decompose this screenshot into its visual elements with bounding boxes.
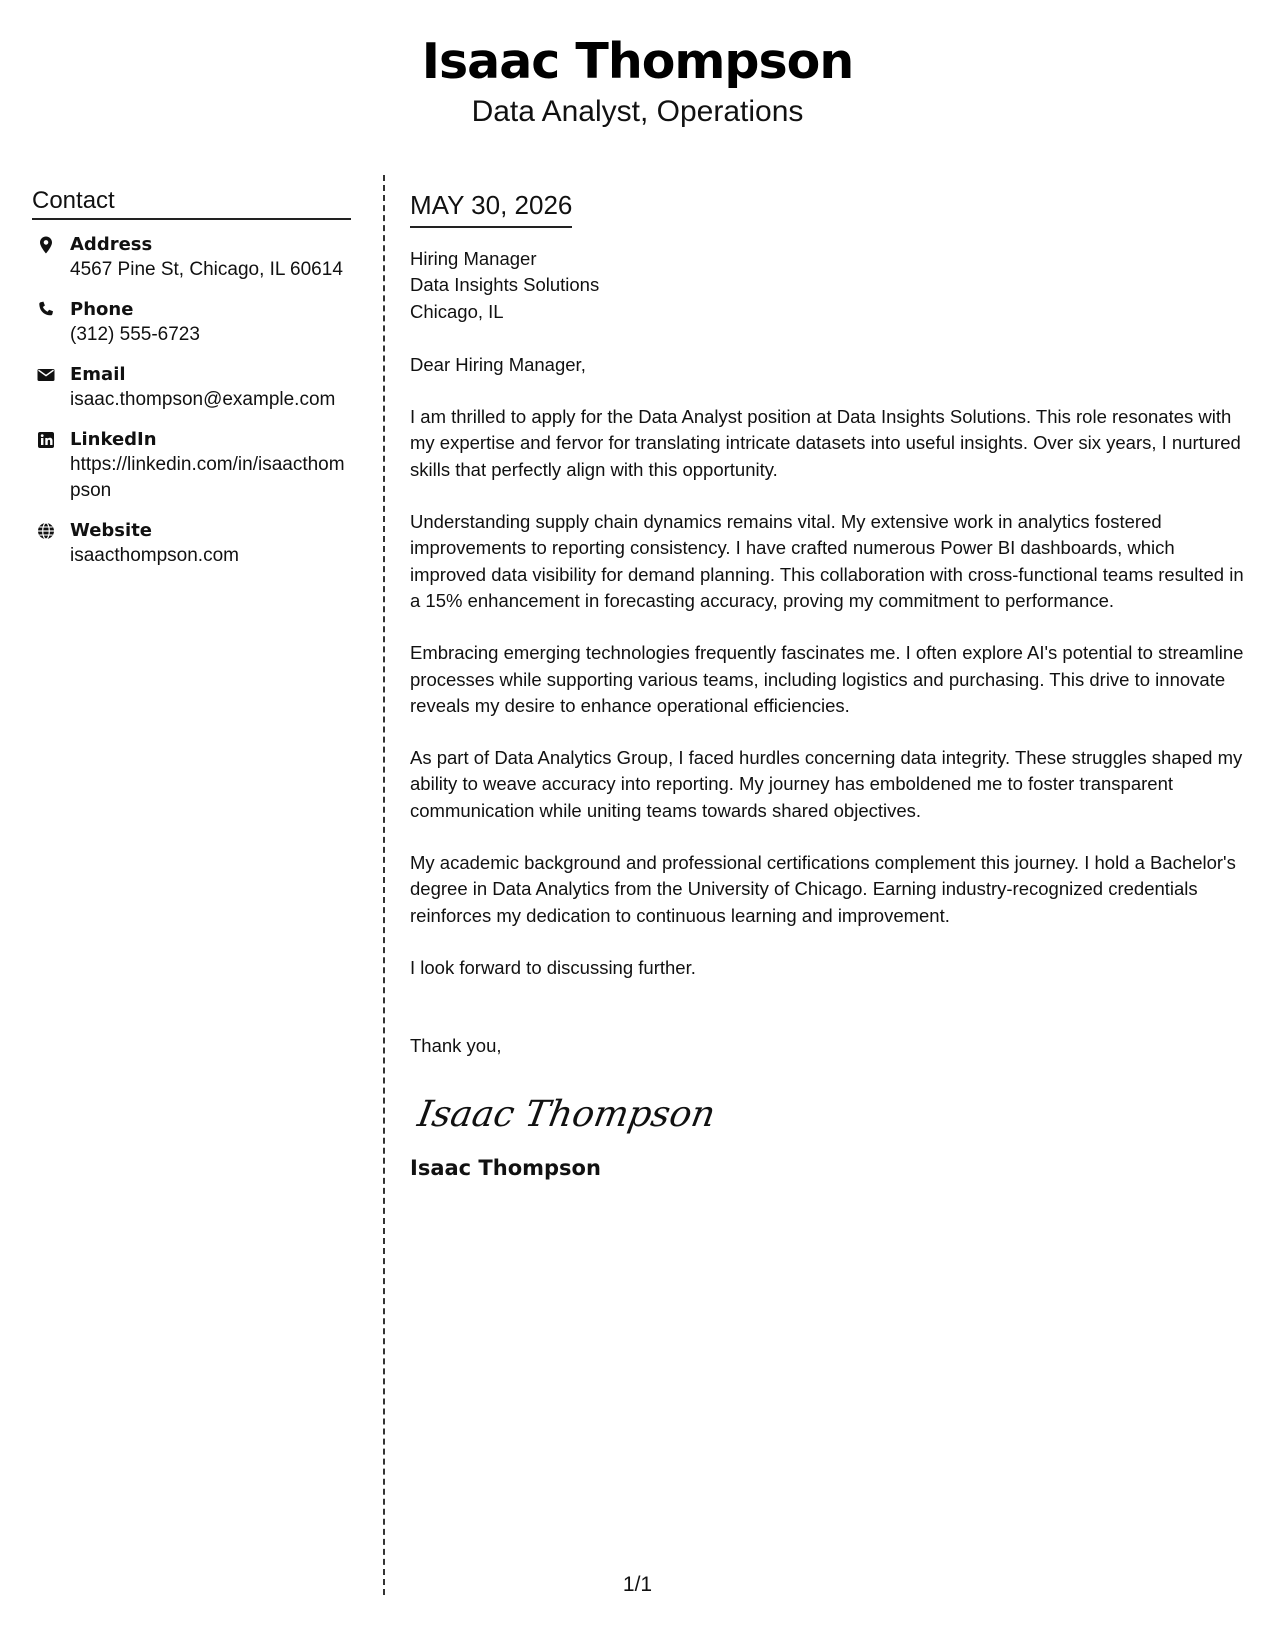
letter-date: MAY 30, 2026 bbox=[410, 188, 572, 228]
contact-item-website bbox=[32, 518, 351, 569]
address-value: 4567 Pine St, Chicago, IL 60614 bbox=[70, 259, 343, 280]
body-paragraph: I am thrilled to apply for the Data Analyst position at Data Insights Solutions. This role resonates with my expertise and fervor for translating intricate datasets into useful insights. Over six years, I nurtured skills that perfectly align with this opportunity. bbox=[410, 406, 1241, 480]
contact-heading: Contact bbox=[32, 186, 351, 220]
page-number: 1/1 bbox=[622, 1573, 653, 1596]
letter-body bbox=[410, 188, 1250, 1182]
body-paragraph: As part of Data Analytics Group, I faced hurdles concerning data integrity. These struggles shaped my ability to weave accuracy into reporting. My journey has emboldened me to foster transparent communication while uniting teams towards shared objectives. bbox=[410, 747, 1243, 821]
column-divider bbox=[383, 175, 385, 1595]
contact-label: Website bbox=[70, 520, 153, 541]
body-paragraph: My academic background and professional certifications complement this journey. I hold a Bachelor's degree in Data Analytics from the University of Chicago. Earning industry-recognized credentials reinforces my dedication to continuous learning and improvement. bbox=[410, 852, 1236, 926]
recipient-block bbox=[410, 246, 1250, 325]
signer-name: Isaac Thompson bbox=[410, 1155, 601, 1180]
closing: Thank you, bbox=[410, 1035, 502, 1057]
contact-label: LinkedIn bbox=[70, 429, 157, 450]
envelope-icon bbox=[36, 365, 56, 385]
website-value[interactable]: isaacthompson.com bbox=[70, 545, 239, 566]
linkedin-icon bbox=[36, 430, 56, 450]
contact-item-phone bbox=[32, 297, 351, 348]
salutation: Dear Hiring Manager, bbox=[410, 353, 586, 375]
applicant-title: Data Analyst, Operations bbox=[471, 95, 804, 128]
signature-script: Isaac Thompson bbox=[414, 1091, 719, 1135]
body-paragraph: Understanding supply chain dynamics remains vital. My extensive work in analytics fostered improvements to reporting consistency. I have crafted numerous Power BI dashboards, which improved data visibility for demand planning. This collaboration with cross-functional teams resulted in a 15% enhancement in forecasting accuracy, proving my commitment to performance. bbox=[410, 511, 1244, 611]
recipient-line: Data Insights Solutions bbox=[410, 274, 600, 296]
handwritten-signature bbox=[414, 1082, 1250, 1146]
contact-label: Address bbox=[70, 234, 153, 255]
recipient-line: Chicago, IL bbox=[410, 300, 504, 322]
applicant-name: Isaac Thompson bbox=[421, 33, 854, 90]
globe-icon bbox=[36, 521, 56, 541]
linkedin-value[interactable]: https://linkedin.com/in/isaacthompson bbox=[70, 454, 345, 501]
contact-item-address bbox=[32, 232, 351, 283]
recipient-line: Hiring Manager bbox=[410, 248, 537, 269]
phone-icon bbox=[36, 300, 56, 320]
contact-item-email bbox=[32, 362, 351, 413]
phone-value: (312) 555-6723 bbox=[70, 324, 200, 345]
contact-label: Email bbox=[70, 364, 126, 385]
map-pin-icon bbox=[36, 235, 56, 255]
body-paragraph: Embracing emerging technologies frequently fascinates me. I often explore AI's potential to streamline processes while supporting various teams, including logistics and purchasing. This drive to innovate reveals my desire to enhance operational efficiencies. bbox=[410, 642, 1244, 716]
letter-header bbox=[0, 30, 1275, 130]
contact-label: Phone bbox=[70, 299, 134, 320]
body-paragraph: I look forward to discussing further. bbox=[410, 956, 696, 978]
contact-sidebar bbox=[32, 186, 351, 583]
email-value[interactable]: isaac.thompson@example.com bbox=[70, 389, 336, 410]
contact-item-linkedin bbox=[32, 427, 351, 504]
